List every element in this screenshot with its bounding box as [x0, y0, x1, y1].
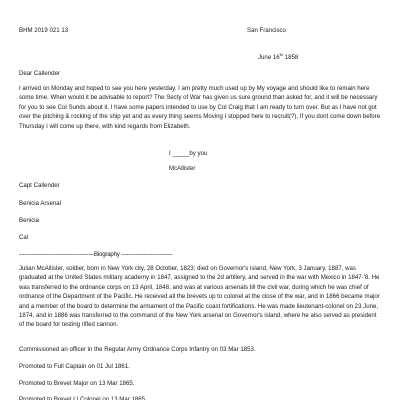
- service-record-line: Commissioned an officer in the Regular Army Ordnance Corps Infantry on 03 Mar 1853.: [19, 346, 256, 353]
- letter-date: [258, 51, 299, 62]
- address-line: Capt Callender: [19, 182, 60, 189]
- reference-id: BHM 2019 021 13: [19, 27, 69, 34]
- letter-body: I arrived on Monday and hoped to see you here yesterday. I am pretty much used up by My voyage and should like to remain here some time. When would it be advisable to report? The Secty of War has given us sure ground than asked for, and it will be necessary for you to see Col Sunds about it. I have some papers intended to use by Col Craig that I am ready to turn over. But as I have not got over the pitching & rocking of the ship yet and as every thing seems Moving I stopped here to recruit(?), If you dont come down before Thursday I will come up there, with kind regards from Elizabeth.: [19, 85, 381, 130]
- letter-date-day: June 16: [258, 54, 280, 61]
- address-line: Cal: [19, 234, 29, 241]
- letter-closing: I _____by you: [169, 150, 208, 157]
- salutation: Dear Callender: [19, 70, 60, 77]
- biography-text: Julian McAllister, soldier, born in New York city, 28 October, 1823; died on Governor's island, New York, 3 January, 1887, was graduated at the United States military academy in 1847, assigned to the 2d artillery, and served in the war with Mexico in 1847-'8. He was transferred to the ordnance corps on 13 April, 1848, and was at various arsenals till the civil war, during which he was chief of ordnance of the Department of the Pacific. He received all the brevets up to colonel at the close of the war, and in 1866 became major and a member of the board to determine the armament of the Pacific coast fortifications. He was made lieutenant-colonel on 23 June, 1874, and in 1886 was transferred to the command of the New York arsenal on Governor's island, where he also served as president of the board for testing rifled cannon.: [19, 265, 380, 329]
- service-record-line: Promoted to Brevet Major on 13 Mar 1865.: [19, 380, 135, 387]
- letter-date-ordinal: th: [279, 51, 284, 57]
- letter-signature: McAllister: [169, 165, 196, 172]
- address-line: Benicia: [19, 217, 39, 224]
- address-line: Benicia Arsenal: [19, 200, 62, 207]
- biography-separator: -----------------------------------------Biography ----------------------------: [19, 251, 173, 258]
- letter-date-year: 1858: [283, 54, 299, 61]
- letter-place: San Francisco: [247, 27, 286, 34]
- service-record-line: Promoted to Full Captain on 01 Jul 1861.: [19, 363, 130, 370]
- service-record-line: Promoted to Brevet Lt Colonel on 13 Mar 1865.: [19, 396, 147, 400]
